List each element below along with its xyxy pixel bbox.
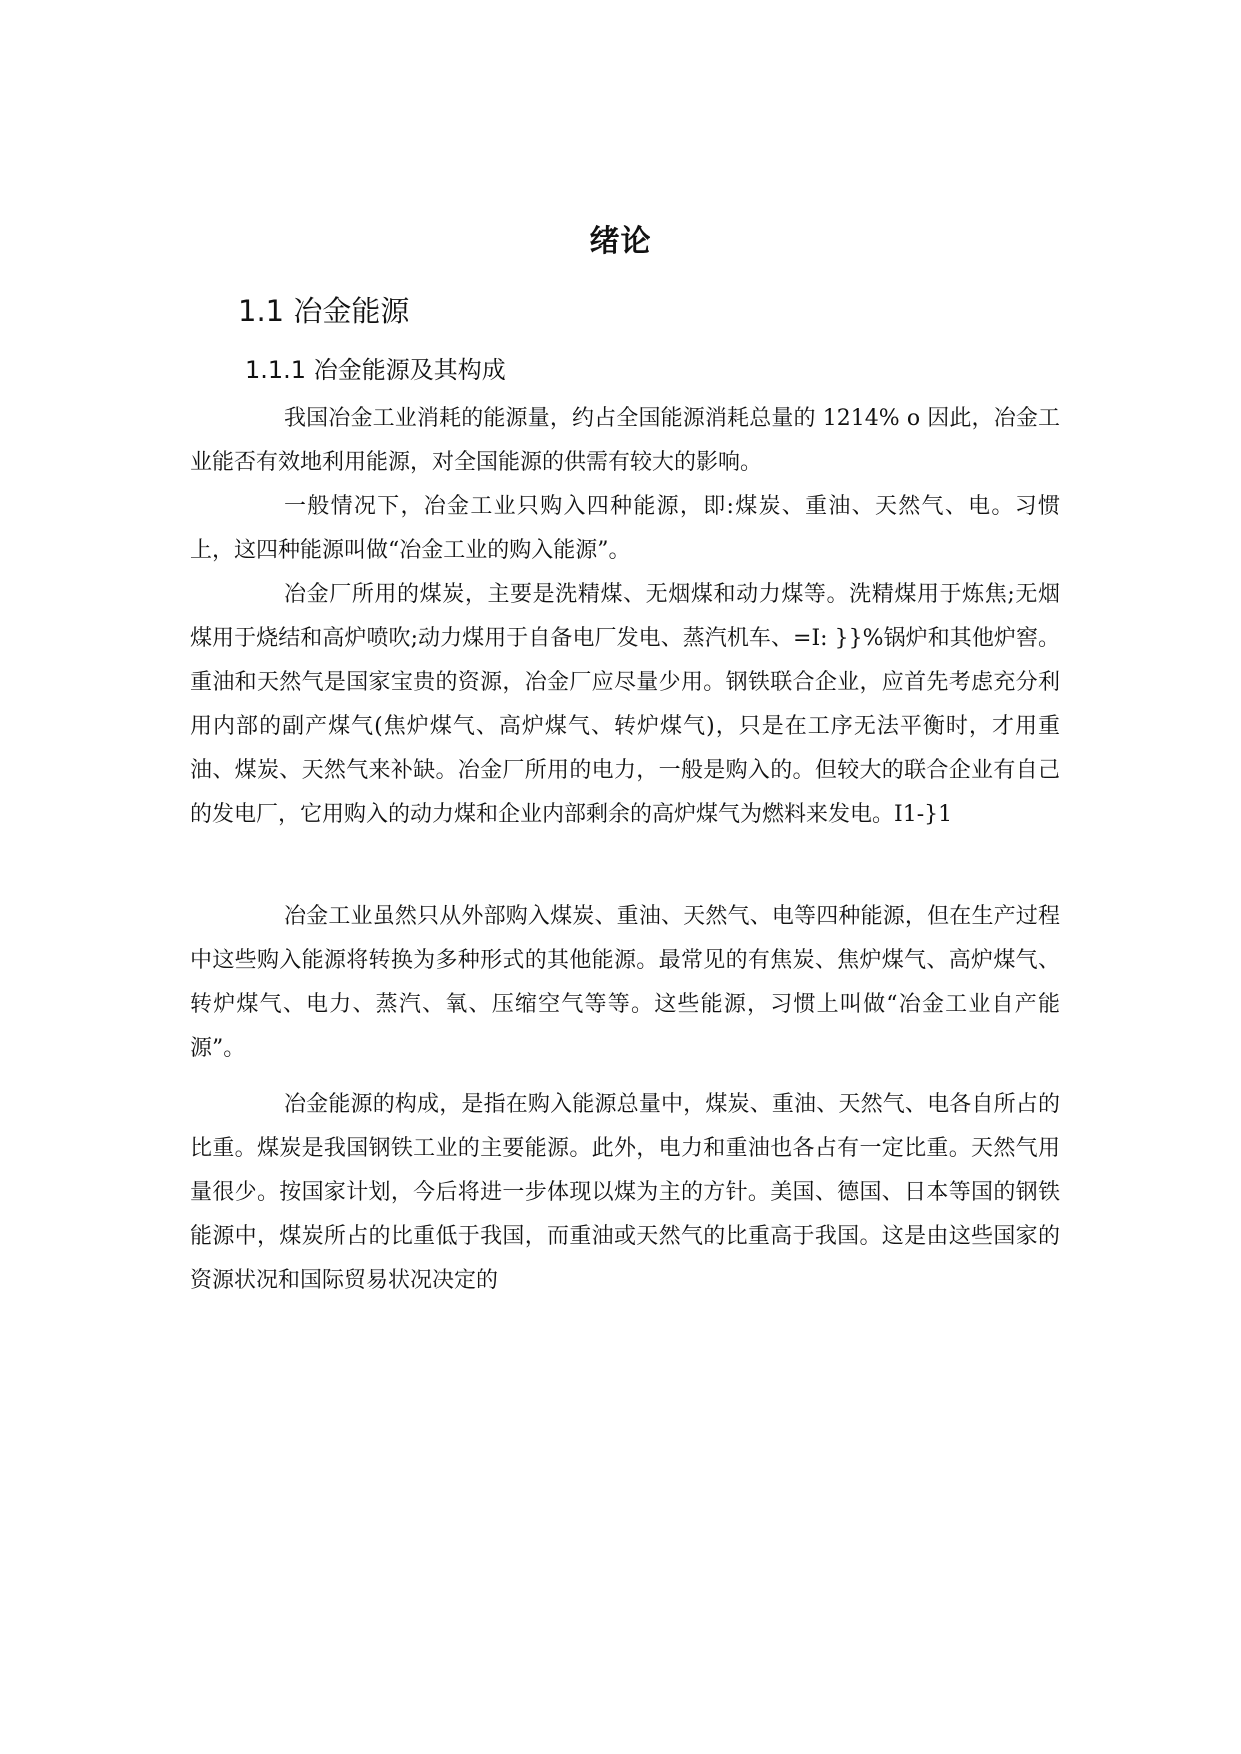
paragraph: 冶金工业虽然只从外部购入煤炭、重油、天然气、电等四种能源，但在生产过程中这些购入能源将转换为多种形式的其他能源。最常见的有焦炭、焦炉煤气、高炉煤气、转炉煤气、电力、蒸汽、氧、压缩空气等等。这些能源，习惯上叫做“冶金工业自产能源”。 xyxy=(190,904,1060,1061)
subsection-heading: 1.1.1 冶金能源及其构成 xyxy=(245,356,506,384)
paragraph-block xyxy=(190,895,1060,1071)
paragraph-block xyxy=(190,485,1060,573)
paragraph: 一般情况下，冶金工业只购入四种能源，即:煤炭、重油、天然气、电。习惯上，这四种能源叫做“冶金工业的购入能源”。 xyxy=(190,494,1060,563)
paragraph: 冶金厂所用的煤炭，主要是洗精煤、无烟煤和动力煤等。洗精煤用于炼焦;无烟煤用于烧结和高炉喷吹;动力煤用于自备电厂发电、蒸汽机车、=I: }}%锅炉和其他炉窖。重油和天然气是国家宝贵的资源，冶金厂应尽量少用。钢铁联合企业，应首先考虑充分利用内部的副产煤气(焦炉煤气、高炉煤气、转炉煤气)，只是在工序无法平衡时，才用重油、煤炭、天然气来补缺。冶金厂所用的电力，一般是购入的。但较大的联合企业有自己的发电厂，它用购入的动力煤和企业内部剩余的高炉煤气为燃料来发电。I1-}1 xyxy=(190,582,1060,827)
paragraph-block xyxy=(190,573,1060,837)
paragraph-block xyxy=(190,1083,1060,1303)
paragraph-block xyxy=(190,397,1060,485)
paragraph: 我国冶金工业消耗的能源量，约占全国能源消耗总量的 1214% o 因此，冶金工业能否有效地利用能源，对全国能源的供需有较大的影响。 xyxy=(190,406,1060,475)
paragraph: 冶金能源的构成，是指在购入能源总量中，煤炭、重油、天然气、电各自所占的比重。煤炭是我国钢铁工业的主要能源。此外，电力和重油也各占有一定比重。天然气用量很少。按国家计划，今后将进一步体现以煤为主的方针。美国、德国、日本等国的钢铁能源中，煤炭所占的比重低于我国，而重油或天然气的比重高于我国。这是由这些国家的资源状况和国际贸易状况决定的 xyxy=(190,1092,1060,1293)
chapter-title: 绪论 xyxy=(589,224,652,259)
section-heading: 1.1 冶金能源 xyxy=(238,294,410,328)
